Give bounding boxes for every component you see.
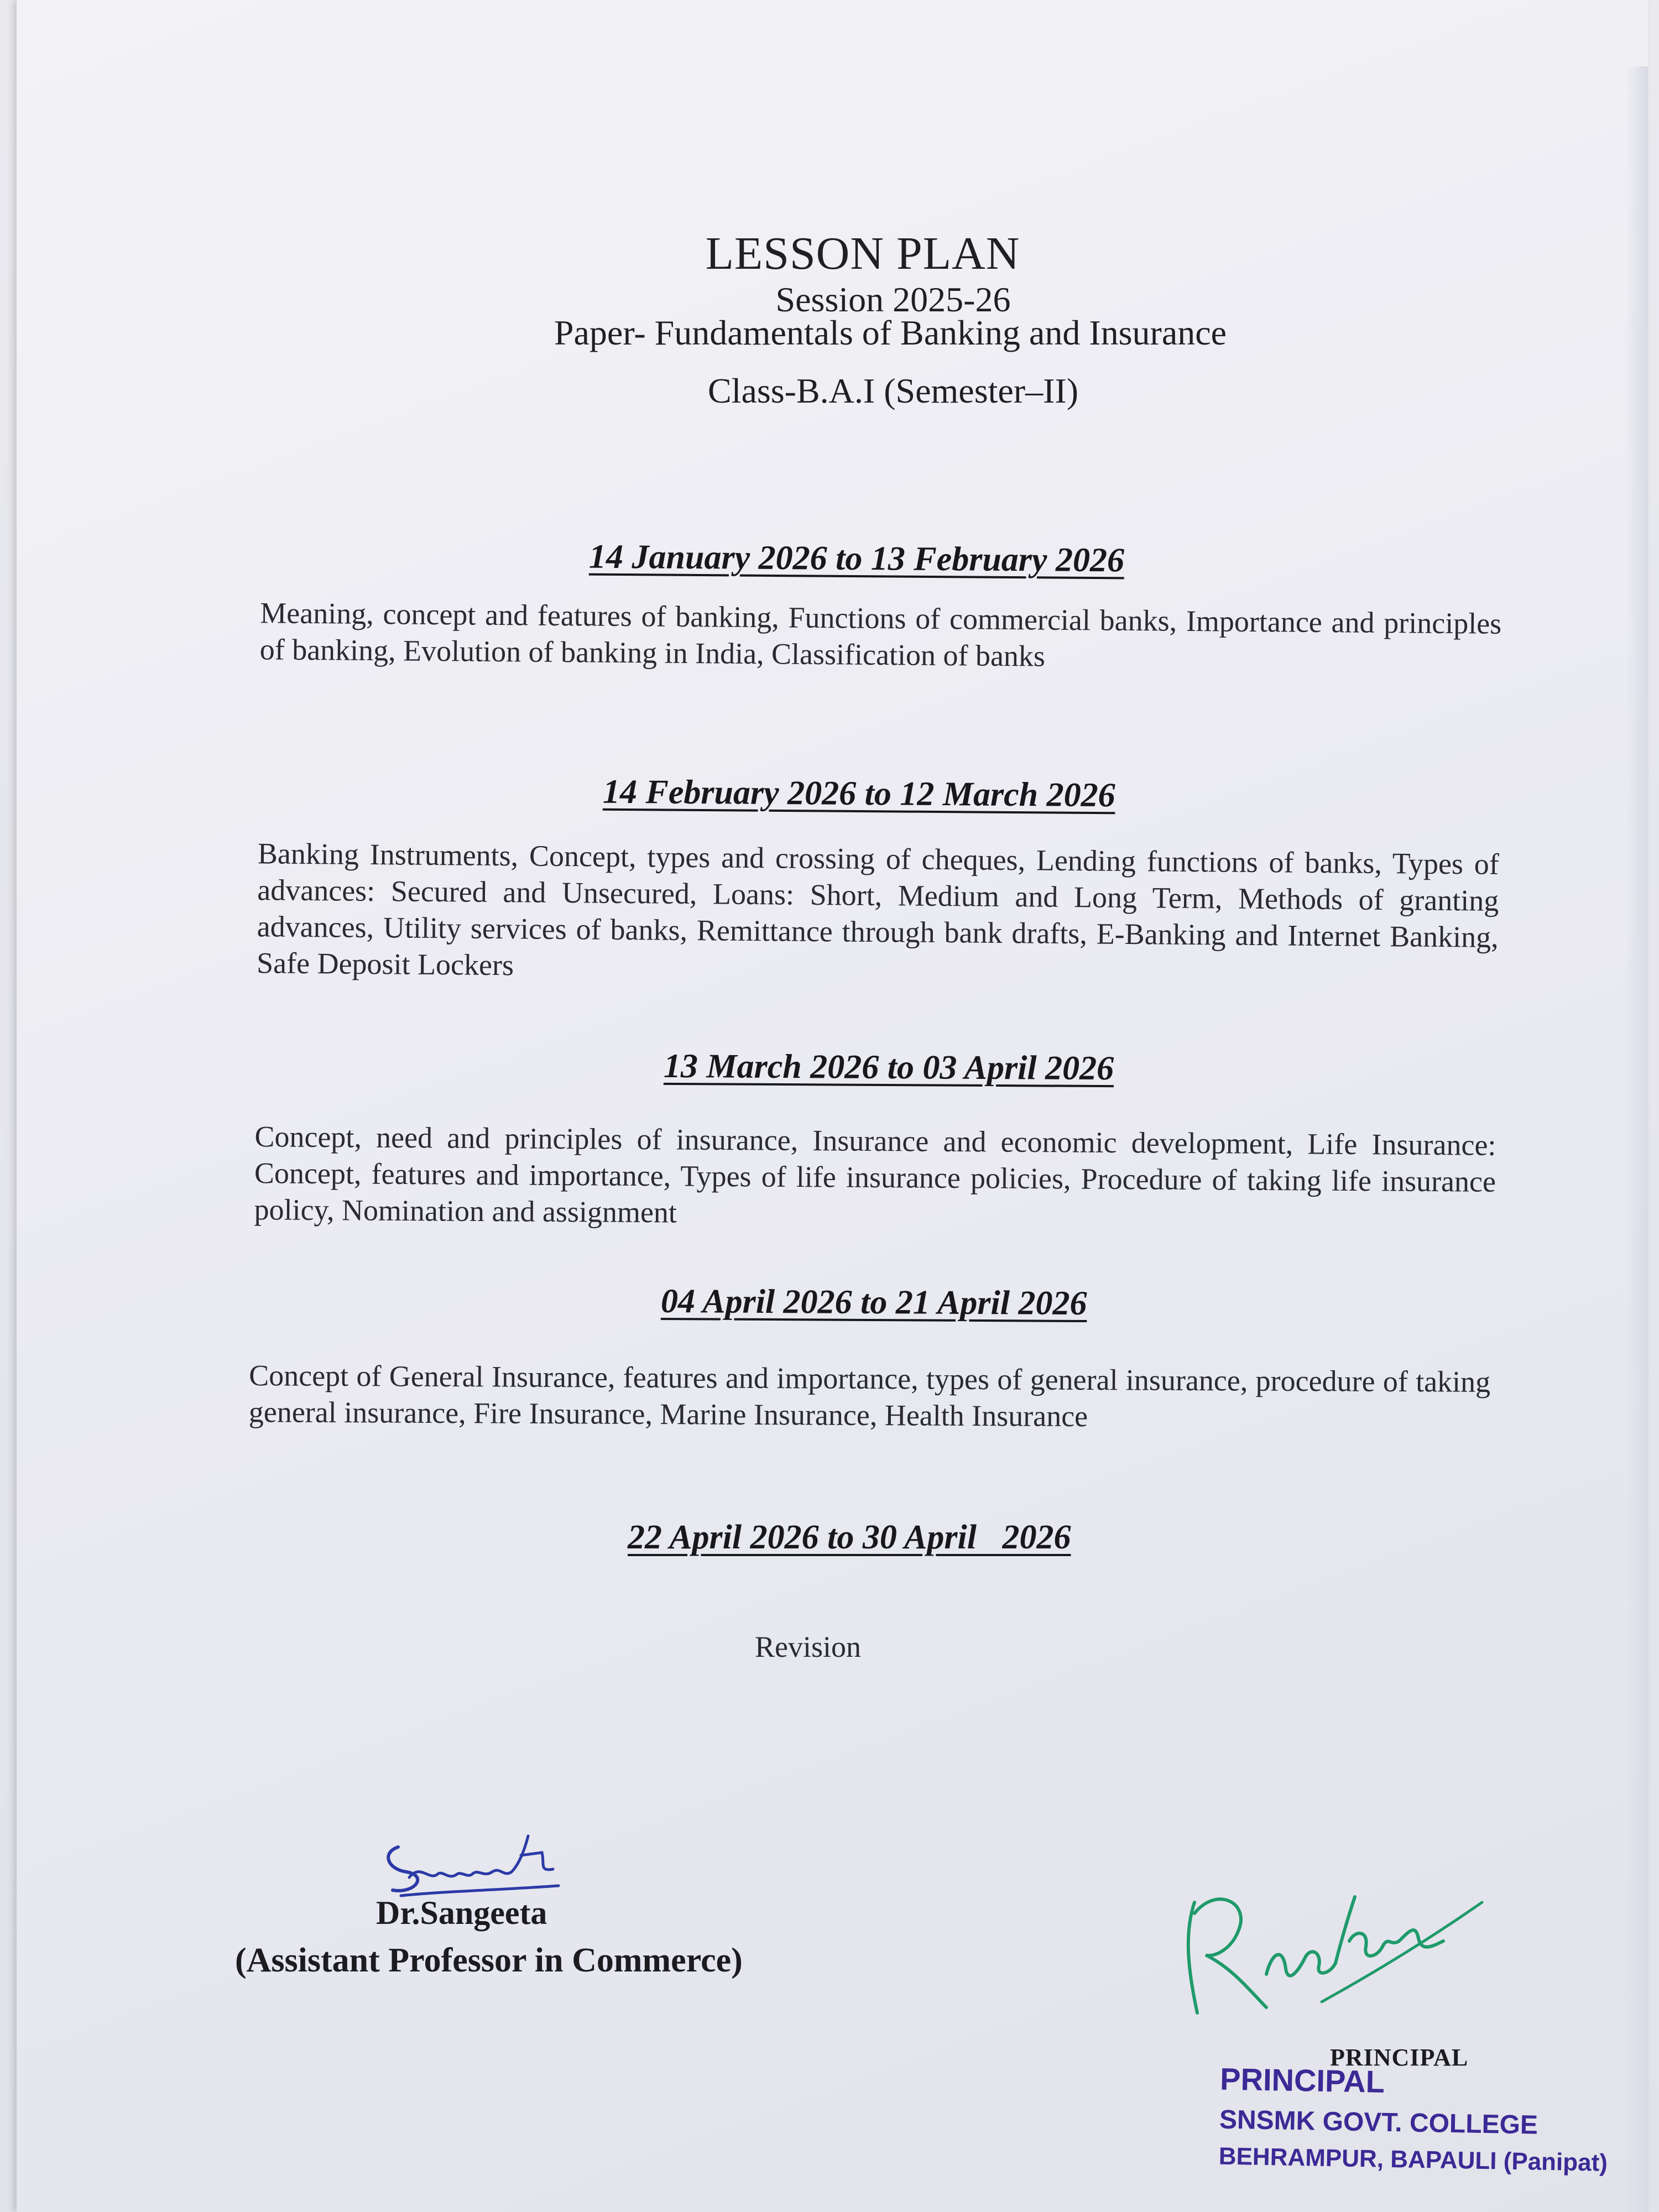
paper-line: Paper- Fundamentals of Banking and Insurance <box>554 313 1227 352</box>
session-line: Session 2025-26 <box>775 280 1011 319</box>
class-line: Class-B.A.I (Semester–II) <box>707 371 1079 410</box>
sangeeta-signature <box>376 1825 575 1902</box>
principal-label: PRINCIPAL <box>1330 2044 1469 2071</box>
section-4-dates: 04 April 2026 to 21 April 2026 <box>660 1282 1087 1323</box>
section-5-content: Revision <box>755 1630 862 1663</box>
stamp-line-3: BEHRAMPUR, BAPAULI (Panipat) <box>1218 2142 1608 2177</box>
stamp-line-2: SNSMK GOVT. COLLEGE <box>1219 2105 1538 2140</box>
document-title: LESSON PLAN <box>705 228 1020 279</box>
section-3-dates: 13 March 2026 to 03 April 2026 <box>663 1047 1114 1088</box>
college-stamp <box>1215 2057 1627 2185</box>
signatory-name: Dr.Sangeeta <box>376 1895 547 1931</box>
signatory-designation: (Assistant Professor in Commerce) <box>235 1942 743 1979</box>
section-5-dates: 22 April 2026 to 30 April 2026 <box>628 1519 1071 1556</box>
stamp-line-1: PRINCIPAL <box>1219 2061 1385 2099</box>
section-2-content: Banking Instruments, Concept, types and crossing of cheques, Lending functions of banks, Types of advances: Secured and Unsecured, Loans: Short, Medium and Long Term, Methods of granting advances, Utility services of banks, Remittance through bank drafts, E-Banking and Internet Banking, Safe Deposit Lockers <box>256 837 1500 982</box>
section-3-content: Concept, need and principles of insurance, Insurance and economic development, Life Insurance: Concept, features and importance, Types of life insurance policies, Procedure of taking life insurance policy, Nomination and assignment <box>254 1120 1496 1229</box>
section-1-content: Meaning, concept and features of banking, Functions of commercial banks, Importance and principles of banking, Evolution of banking in India, Classification of banks <box>259 596 1502 673</box>
principal-signature <box>1172 1864 1488 2030</box>
section-1-dates: 14 January 2026 to 13 February 2026 <box>588 538 1125 580</box>
section-2-dates: 14 February 2026 to 12 March 2026 <box>602 773 1115 815</box>
section-4-content: Concept of General Insurance, features and importance, types of general insurance, procedure of taking general insurance, Fire Insurance, Marine Insurance, Health Insurance <box>248 1359 1491 1433</box>
